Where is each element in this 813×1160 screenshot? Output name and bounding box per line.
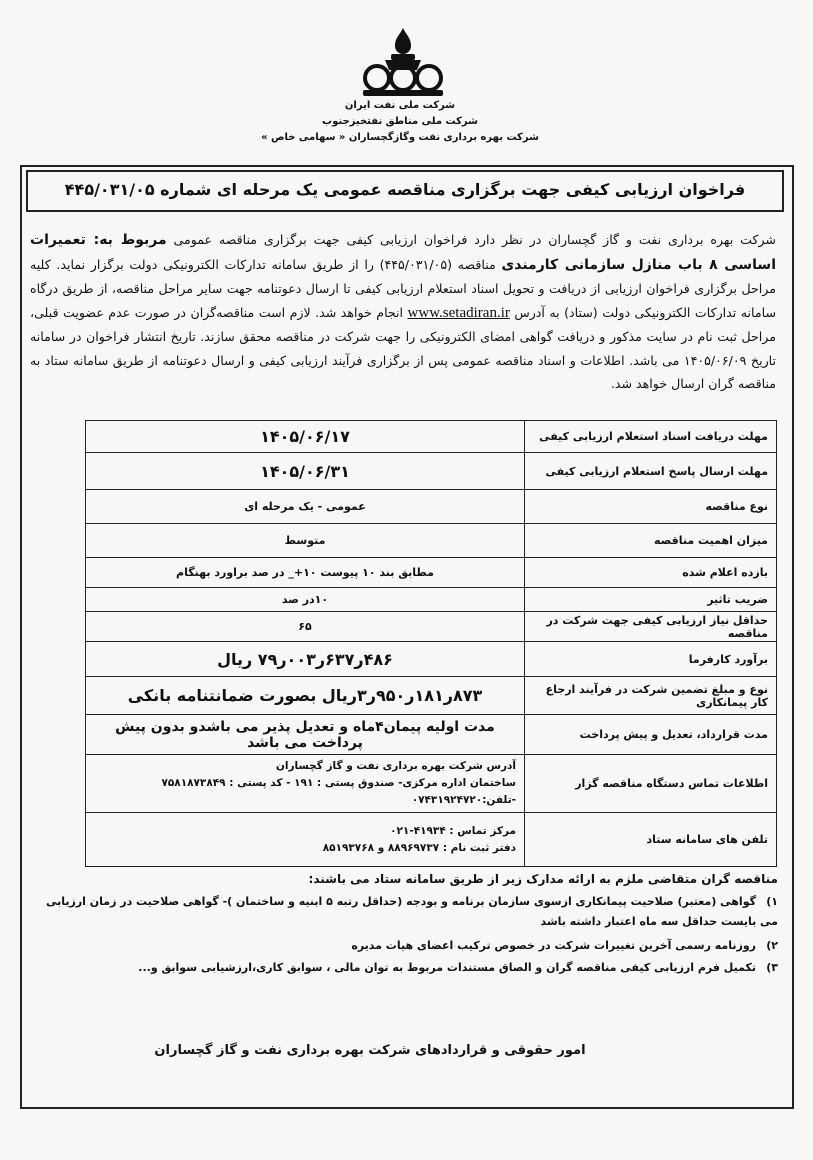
row-label: مدت قرارداد، تعدیل و پیش پرداخت	[525, 715, 777, 755]
list-item	[40, 936, 778, 956]
intro-text	[30, 228, 776, 396]
row-label: اطلاعات تماس دستگاه مناقصه گزار	[525, 755, 777, 813]
row-label: حداقل نیاز ارزیابی کیفی جهت شرکت در مناقصه	[525, 612, 777, 642]
row-value: ۱۴۰۵/۰۶/۳۱	[86, 453, 525, 490]
org-name-2: شرکت ملی مناطق نفتخیزجنوب	[322, 116, 478, 127]
row-value: عمومی - یک مرحله ای	[86, 490, 525, 524]
table-row	[86, 642, 777, 677]
row-value	[86, 813, 525, 867]
table-row	[86, 715, 777, 755]
table-row	[86, 813, 777, 867]
row-value: ۴۸۶ر۶۳۷ر۰۰۳ر۷۹ ریال	[86, 642, 525, 677]
item-number: ۲)	[766, 939, 778, 952]
item-text: گواهی (معتبر) صلاحیت پیمانکاری ازسوی سازمان برنامه و بودجه (حداقل رتبه ۵ ابنیه و ساختمان )- گواهی صلاحیت در زمان ارزیابی می بایست حداقل سه ماه اعتبار داشته باشد	[45, 895, 778, 928]
row-label: نوع و مبلغ تضمین شرکت در فرآیند ارجاع کار پیمانکاری	[525, 677, 777, 715]
table-row	[86, 490, 777, 524]
row-label: تلفن های سامانه ستاد	[525, 813, 777, 867]
intro-p2a: کلیه مراحل برگزاری فراخوان ارزیابی از دریافت و تحویل اسناد استعلام ارزیابی کیفی تا ارسال دعوتنامه جهت سایر مراحل مناقصه، از طریق درگاه سامانه تدارکات الکترونیکی دولت (ستاد) به آدرس	[30, 256, 776, 320]
row-label: مهلت ارسال پاسخ استعلام ارزیابی کیفی	[525, 453, 777, 490]
row-label: ضریب تاثیر	[525, 588, 777, 612]
list-item	[40, 892, 778, 932]
row-value: ۶۵	[86, 612, 525, 642]
notice-title: فراخوان ارزیابی کیفی جهت برگزاری مناقصه عمومی یک مرحله ای شماره ۴۴۵/۰۳۱/۰۵	[26, 170, 784, 212]
tender-details-table	[85, 420, 777, 867]
row-value: ۱۰در صد	[86, 588, 525, 612]
nioc-logo-icon	[355, 26, 451, 98]
address-line-1: آدرس شرکت بهره برداری نفت و گاز گچساران	[275, 760, 516, 772]
table-row	[86, 588, 777, 612]
intro-p1c: مناقصه (۴۴۵/۰۳۱/۰۵) را از طریق سامانه تدارکات الکترونیکی دولت برگزار نماید.	[56, 256, 502, 272]
org-name-3: شرکت بهره برداری نفت وگازگچساران « سهامی خاص »	[261, 132, 539, 143]
intro-p2b: انجام خواهد شد. لازم است مناقصه‌گران در صورت عدم عضویت قبلی، مراحل ثبت نام در سایت مذکور و دریافت گواهی امضای الکترونیکی را جهت شرکت در مناقصه محقق سازند. تاریخ انتشار فراخوان در سامانه تاریخ ۱۴۰۵/۰۶/۰۹ می باشد. اطلاعات و اسناد مناقصه عمومی پس از برگزاری فرآیند ارزیابی کیفی و ارسال دعوتنامه از طریق سامانه ستاد به مناقصه گران ارسال خواهد شد.	[30, 304, 776, 391]
row-value: مطابق بند ۱۰ پیوست ۱۰+_ در صد براورد بهنگام	[86, 558, 525, 588]
footer-signature: امور حقوقی و قراردادهای شرکت بهره برداری نفت و گاز گچساران	[154, 1043, 586, 1058]
row-label: بازده اعلام شده	[525, 558, 777, 588]
row-value: ۱۴۰۵/۰۶/۱۷	[86, 421, 525, 453]
requirements-heading: مناقصه گران متقاضی ملزم به ارائه مدارک زیر از طریق سامانه ستاد می باشند:	[308, 872, 778, 886]
item-text: روزنامه رسمی آخرین تغییرات شرکت در خصوص ترکیب اعضای هیات مدیره	[351, 939, 756, 952]
phone-line-2: دفتر ثبت نام : ۸۸۹۶۹۷۳۷ و ۸۵۱۹۳۷۶۸	[322, 841, 516, 854]
address-line-2: ساختمان اداره مرکزی- صندوق پستی : ۱۹۱ - کد پستی : ۷۵۸۱۸۷۳۸۴۹ -تلفن:۰۷۴۳۱۹۲۴۷۲۰	[161, 777, 516, 806]
phone-line-1: مرکز تماس : ۴۱۹۳۴-۰۲۱	[390, 824, 516, 837]
setad-link[interactable]: www.setadiran.ir	[407, 304, 510, 321]
table-row	[86, 421, 777, 453]
org-name-1: شرکت ملی نفت ایران	[344, 100, 456, 111]
row-label: میزان اهمیت مناقصه	[525, 524, 777, 558]
intro-subject: مربوط به: تعمیرات اساسی ۸ باب منازل سازمانی کارمندی	[30, 232, 776, 273]
row-label: نوع مناقصه	[525, 490, 777, 524]
row-value: ۸۷۳ر۱۸۱ر۹۵۰ر۳ریال بصورت ضمانتنامه بانکی	[86, 677, 525, 715]
item-number: ۳)	[766, 961, 778, 974]
table-row	[86, 453, 777, 490]
table-row	[86, 524, 777, 558]
row-value	[86, 755, 525, 813]
table-row	[86, 755, 777, 813]
item-text: تکمیل فرم ارزیابی کیفی مناقصه گران و الصاق مستندات مربوط به توان مالی ، سوابق کاری،ارزشیابی سوابق و...	[138, 961, 756, 974]
row-value: متوسط	[86, 524, 525, 558]
table-row	[86, 612, 777, 642]
table-row	[86, 677, 777, 715]
list-item	[40, 958, 778, 978]
item-number: ۱)	[766, 895, 778, 908]
table-row	[86, 558, 777, 588]
row-value: مدت اولیه پیمان۴ماه و تعدیل پذیر می باشدو بدون پیش پرداخت می باشد	[86, 715, 525, 755]
intro-p1a: شرکت بهره برداری نفت و گاز گچساران در نظر دارد فراخوان ارزیابی کیفی جهت برگزاری مناقصه عمومی	[166, 232, 776, 247]
row-label: مهلت دریافت اسناد استعلام ارزیابی کیفی	[525, 421, 777, 453]
row-label: برآورد کارفرما	[525, 642, 777, 677]
